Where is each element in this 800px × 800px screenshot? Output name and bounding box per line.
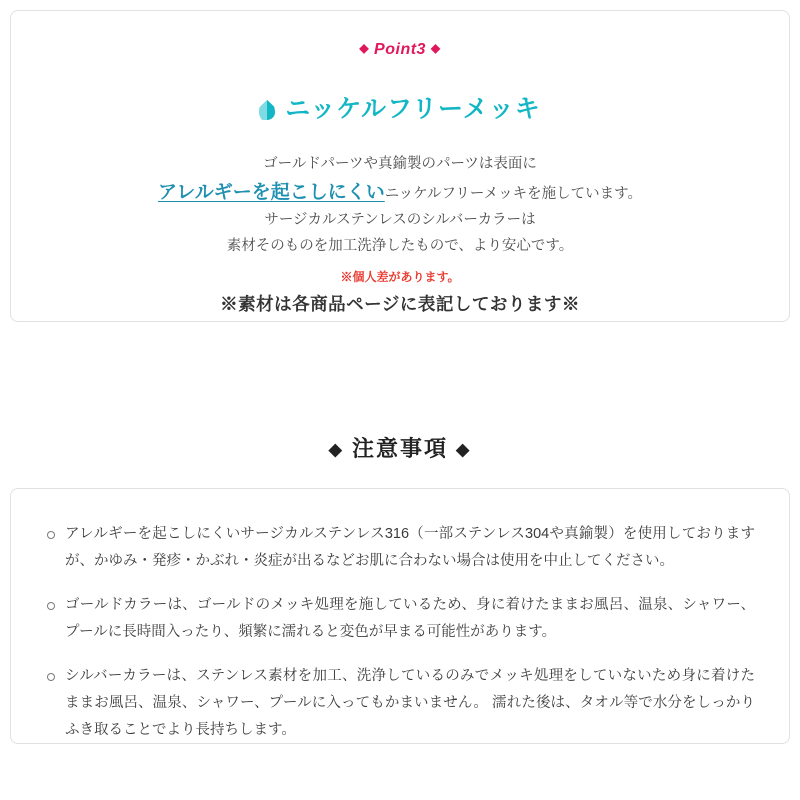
- list-item: ゴールドカラーは、ゴールドのメッキ処理を施しているため、身に着けたままお風呂、温泉、シャワー、プールに長時間入ったり、頻繁に濡れると変色が早まる可能性があります。: [45, 592, 755, 646]
- diamond-icon-right: ◆: [430, 41, 441, 55]
- diamond-icon-left: ◆: [359, 41, 370, 55]
- point3-line-3: サージカルステンレスのシルバーカラーは: [264, 212, 536, 228]
- point3-line-4: 素材そのものを加工洗浄したもので、より安心です。: [226, 238, 574, 254]
- material-page-note: ※素材は各商品ページに表記しております※: [220, 294, 580, 314]
- list-item: シルバーカラーは、ステンレス素材を加工、洗浄しているのみでメッキ処理をしていないため身に着けたままお風呂、温泉、シャワー、プールに入ってもかまいません。 濡れた後は、タオル等で水分をしっかりふき取ることでより長持ちします。: [45, 663, 755, 744]
- point3-title: [11, 89, 789, 125]
- point3-line-1: ゴールドパーツや真鍮製のパーツは表面に: [263, 156, 537, 172]
- point3-eyebrow: [11, 41, 789, 59]
- diamond-icon-caution-left: ◆: [328, 440, 344, 459]
- individual-difference-note: ※個人差があります。: [340, 270, 460, 284]
- water-drop-icon: [259, 100, 275, 120]
- point3-eyebrow-text: Point3: [374, 41, 426, 58]
- diamond-icon-caution-right: ◆: [456, 440, 472, 459]
- allergy-emphasis-text: アレルギーを起こしにくい: [157, 182, 385, 203]
- point3-line-2: [11, 180, 789, 207]
- caution-card: [10, 488, 790, 744]
- point3-card: [10, 10, 790, 322]
- caution-heading-text: 注意事項: [351, 436, 448, 461]
- caution-heading: [0, 432, 800, 463]
- caution-list: [45, 521, 755, 744]
- list-item: アレルギーを起こしにくいサージカルステンレス316（一部ステンレス304や真鍮製）を使用しておりますが、かゆみ・発疹・かぶれ・炎症が出るなどお肌に合わない場合は使用を中止してください。: [45, 521, 755, 575]
- point3-line-2-rest: ニッケルフリーメッキを施しています。: [384, 186, 642, 202]
- point3-body: [11, 151, 789, 316]
- point3-title-text: ニッケルフリーメッキ: [285, 95, 541, 123]
